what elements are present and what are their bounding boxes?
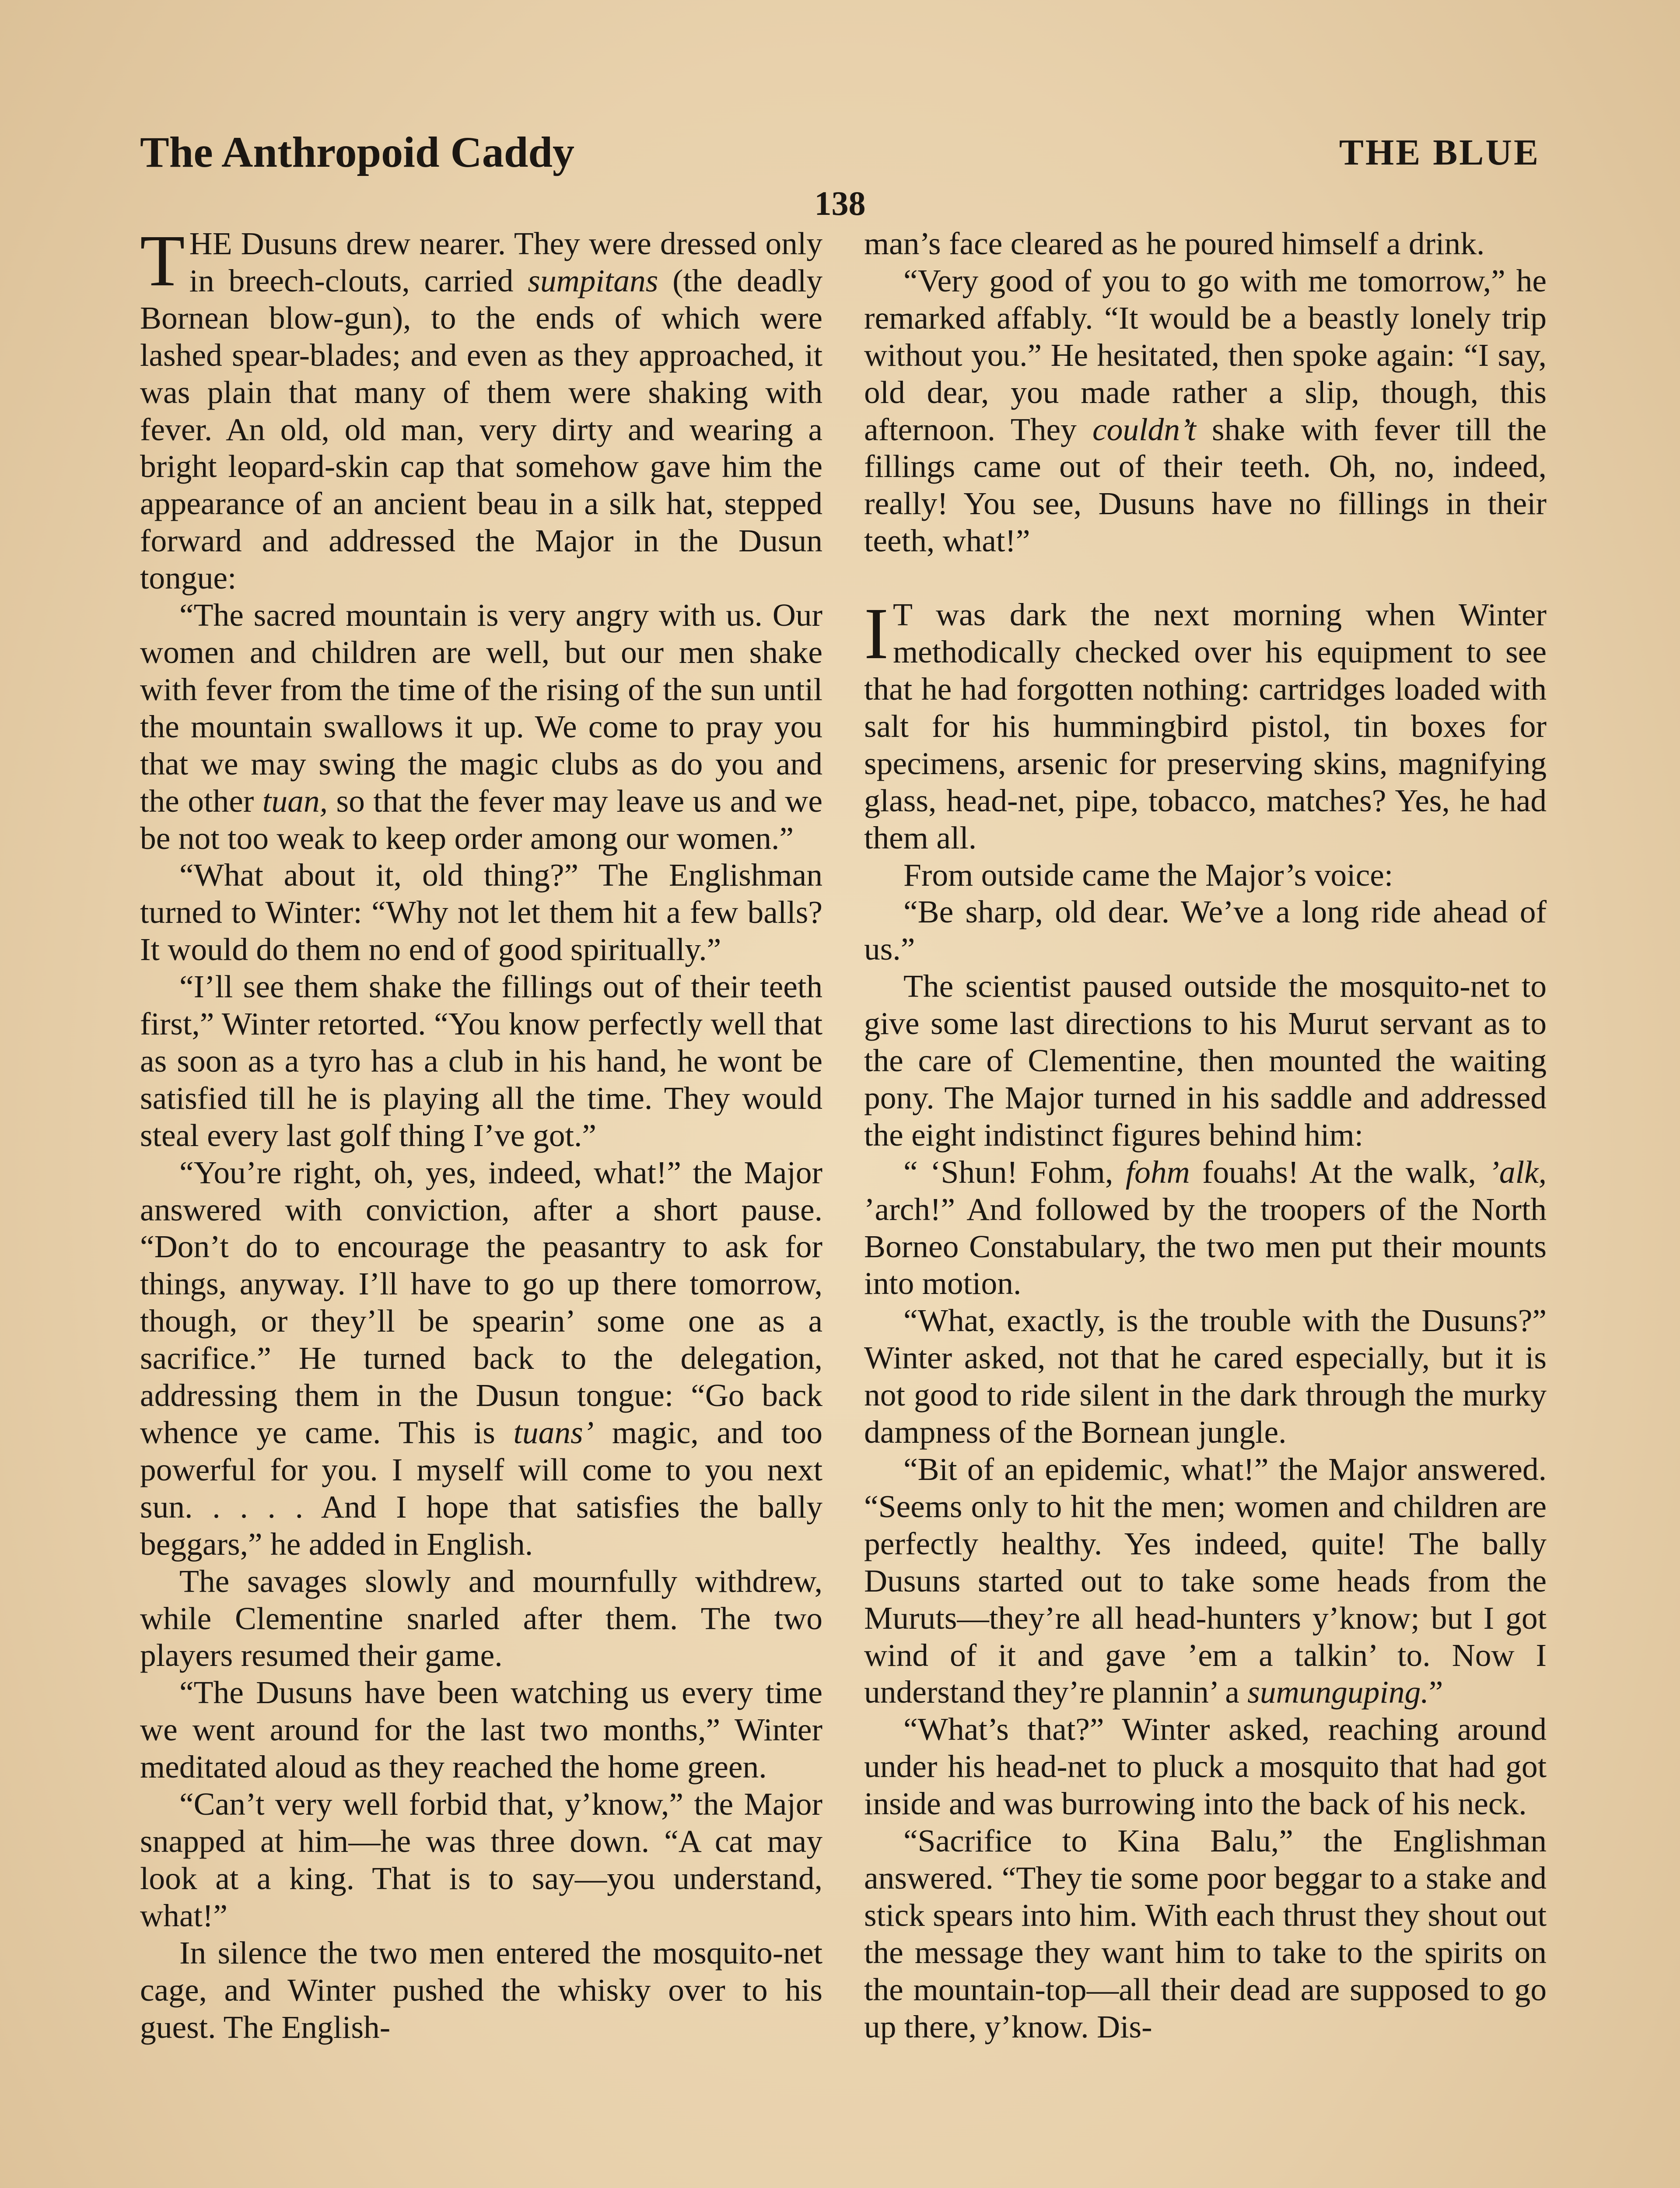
paragraph (140, 1154, 822, 1563)
text-run: so that the fever may leave us and we be not too weak to keep order among our women.” (140, 783, 822, 856)
text-run: shake with fever till the fillings came out of their teeth. Oh, no, indeed, really! You see, Dusuns have no fillings in their teeth, what!” (864, 411, 1547, 559)
running-header (140, 127, 1540, 193)
right-column (864, 225, 1547, 2188)
paragraph: “Be sharp, old dear. We’ve a long ride ahead of us.” (864, 894, 1547, 967)
text-run: HE Dusuns drew nearer. They were dressed only in breech-clouts, carried (189, 226, 822, 298)
paragraph: “Can’t very well forbid that, y’know,” the Major snapped at him—he was three down. “A cat may look at a king. That is to say—you understand, what!” (140, 1786, 822, 1933)
paragraph (140, 220, 822, 597)
italic-term: tuan, (262, 783, 328, 819)
paragraph: In silence the two men entered the mosquito-net cage, and Winter pushed the whisky over to his guest. The English- (140, 1935, 822, 2045)
paragraph: “What’s that?” Winter asked, reaching around under his head-net to pluck a mosquito that had got inside and was burrowing into the back of his neck. (864, 1711, 1547, 1822)
text-run: fouahs! At the walk, (1190, 1154, 1489, 1190)
page-number: 138 (814, 184, 866, 222)
text-run: “Bit of an epidemic, what!” the Major answered. “Seems only to hit the men; women and children are perfectly healthy. Yes indeed, quite! The bally Dusuns started out to take some heads from the Muruts—they’re all head-hunters y’know; but I got wind of it and gave ’em a talkin’ to. Now I understand they’re plannin’ a (864, 1452, 1547, 1710)
text-run: ’arch!” And followed by the troopers of the North Borneo Constabulary, the two men put their mounts into motion. (864, 1191, 1547, 1301)
drop-cap: T (140, 220, 185, 302)
text-run: “ ‘Shun! Fohm, (903, 1154, 1126, 1190)
italic-term: tuans’ (513, 1415, 594, 1450)
magazine-title: THE BLUE (1339, 132, 1540, 173)
text-run: “Very good of you to go with me tomorrow,” he remarked affably. “It would be a beastly lonely trip without you.” He hesitated, then spoke again: “I say, old dear, you made rather a slip, though, this afternoon. They (864, 263, 1547, 447)
text-run: (the deadly Bornean blow-gun), to the ends of which were lashed spear-blades; and even as they approached, it was plain that many of them were shaking with fever. An old, old man, very dirty and wearing a bright leopard-skin cap that somehow gave him the appearance of an ancient beau in a silk hat, stepped forward and addressed the Major in the Dusun tongue: (140, 263, 822, 596)
italic-term: sumpitans (528, 263, 658, 298)
paragraph (864, 1451, 1547, 1711)
left-column (140, 220, 822, 2188)
text-run: ” (1428, 1674, 1443, 1710)
paragraph (864, 593, 1547, 856)
italic-term: sumunguping. (1247, 1674, 1429, 1710)
paragraph: “The Dusuns have been watching us every time we went around for the last two months,” Winter meditated aloud as they reached the home green. (140, 1675, 822, 1785)
paragraph: From outside came the Major’s voice: (903, 857, 1393, 893)
text-run: “The sacred mountain is very angry with us. Our women and children are well, but our men shake with fever from the time of the rising of the sun until the mountain swallows it up. We come to pray you that we may swing the magic clubs as do you and the other (140, 597, 822, 819)
paragraph (140, 597, 822, 857)
paragraph: “I’ll see them shake the fillings out of their teeth first,” Winter retorted. “You know perfectly well that as soon as a tyro has a club in his hand, he wont be satisfied till he is playing all the time. They would steal every last golf thing I’ve got.” (140, 969, 822, 1153)
paragraph: The scientist paused outside the mosquito-net to give some last directions to his Murut servant as to the care of Clementine, then mounted the waiting pony. The Major turned in his saddle and addressed the eight indistinct figures behind him: (864, 968, 1547, 1153)
paragraph: “What, exactly, is the trouble with the Dusuns?” Winter asked, not that he cared especially, but it is not good to ride silent in the dark through the murky dampness of the Bornean jungle. (864, 1303, 1547, 1450)
drop-cap: I (864, 593, 889, 675)
text-run: T was dark the next morning when Winter methodically checked over his equipment to see that he had forgotten nothing: cartridges loaded with salt for his hummingbird pistol, tin boxes for specimens, arsenic for preserving skins, magnifying glass, head-net, pipe, tobacco, matches? Yes, he had them all. (864, 597, 1547, 856)
paragraph (864, 263, 1547, 560)
story-title: The Anthropoid Caddy (140, 128, 574, 176)
paragraph: The savages slowly and mournfully withdrew, while Clementine snarled after them. The two players resumed their game. (140, 1563, 822, 1673)
paragraph (864, 1154, 1547, 1303)
paragraph: “What about it, old thing?” The Englishman turned to Winter: “Why not let them hit a few balls? It would do them no end of good spiritually.” (140, 857, 822, 968)
italic-term: ’alk, (1488, 1154, 1547, 1190)
text-run: magic, and too powerful for you. I myself will come to you next sun. . . . . And I hope that satisfies the bally beggars,” he added in English. (140, 1415, 822, 1562)
italic-term: couldn’t (1092, 411, 1196, 447)
paragraph: “Sacrifice to Kina Balu,” the Englishman answered. “They tie some poor beggar to a stake and stick spears into him. With each thrust they shout out the message they want him to take to the spirits on the mountain-top—all their dead are supposed to go up there, y’know. Dis- (864, 1823, 1547, 2044)
italic-term: fohm (1125, 1154, 1190, 1190)
paragraph: man’s face cleared as he poured himself a drink. (864, 226, 1485, 261)
text-run: “You’re right, oh, yes, indeed, what!” the Major answered with conviction, after a short pause. “Don’t do to encourage the peasantry to ask for things, anyway. I’ll have to go up there tomorrow, though, or they’ll be spearin’ some one as a sacrifice.” He turned back to the delegation, addressing them in the Dusun tongue: “Go back whence ye came. This is (140, 1154, 822, 1450)
